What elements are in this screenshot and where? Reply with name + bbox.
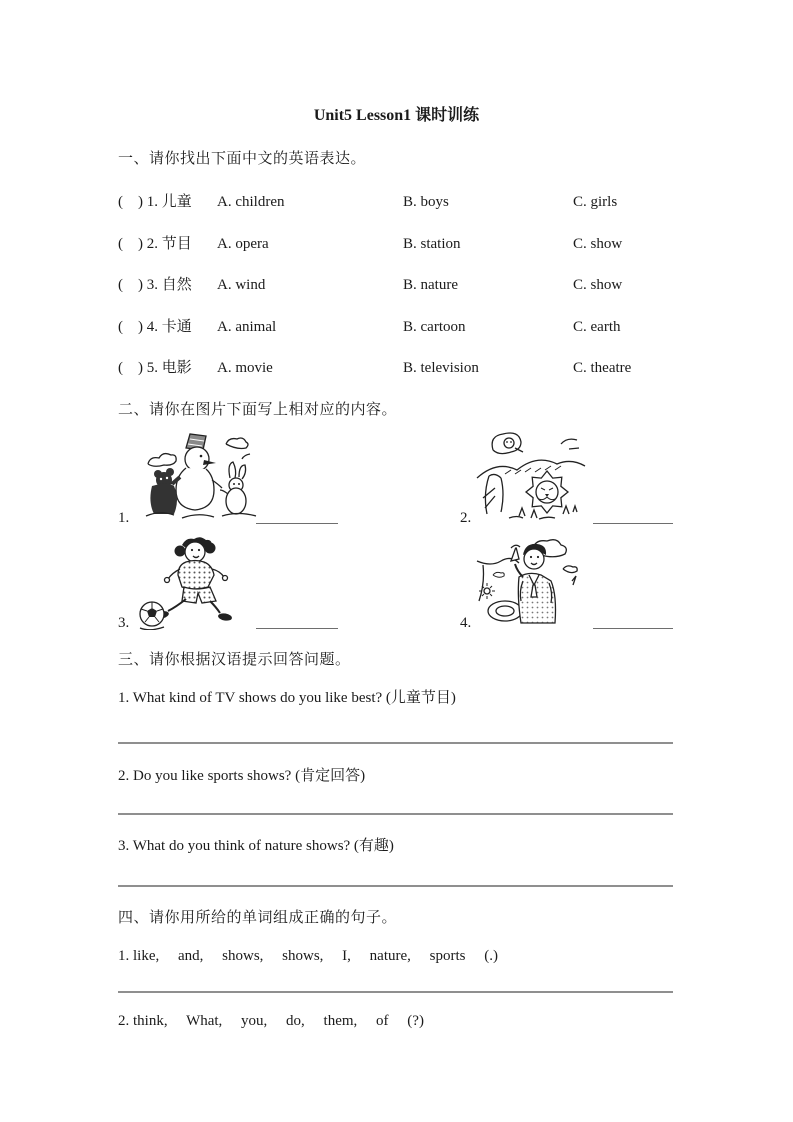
option-a: A. movie	[217, 360, 273, 376]
option-b: B. station	[403, 235, 461, 252]
picture-number: 4.	[460, 615, 472, 631]
option-a: A. opera	[217, 235, 269, 252]
page-title: Unit5 Lesson1 课时训练	[313, 107, 480, 124]
option-c: C. show	[573, 235, 623, 252]
option-a: A. animal	[217, 318, 277, 335]
section-1-rows	[118, 191, 675, 379]
question-3: 3. What do you think of nature shows? (有趣)	[118, 838, 394, 854]
section-1-heading: 一、请你找出下面中文的英语表达。	[118, 151, 367, 167]
section-2-heading: 二、请你在图片下面写上相对应的内容。	[118, 402, 398, 418]
option-c: C. earth	[573, 318, 621, 335]
lion-nature-illustration	[475, 428, 587, 520]
answer-line-1	[118, 742, 673, 744]
unscramble-item-1: 1. like, and, shows, shows, I, nature, sports (.)	[118, 948, 498, 964]
match-row-1	[118, 191, 675, 213]
option-a: A. children	[217, 194, 285, 210]
option-c: C. show	[573, 277, 623, 293]
picture-answer-blank	[256, 628, 338, 629]
question-1: 1. What kind of TV shows do you like best? (儿童节目)	[118, 690, 456, 706]
match-label: ( ) 5. 电影	[118, 360, 192, 376]
match-label: ( ) 2. 节目	[118, 235, 192, 252]
option-c: C. girls	[573, 194, 618, 210]
picture-item-2	[460, 427, 675, 527]
picture-answer-blank	[593, 523, 673, 524]
match-row-5	[118, 357, 675, 379]
question-2: 2. Do you like sports shows? (肯定回答)	[118, 768, 366, 784]
section-4-heading: 四、请你用所给的单词组成正确的句子。	[118, 910, 398, 926]
picture-answer-blank	[593, 628, 673, 629]
match-label: ( ) 3. 自然	[118, 277, 192, 293]
weather-reporter-illustration	[475, 535, 587, 630]
unscramble-item-2: 2. think, What, you, do, them, of (?)	[118, 1013, 424, 1029]
match-row-2	[118, 233, 675, 255]
option-b: B. television	[403, 360, 479, 376]
picture-number: 3.	[118, 615, 130, 631]
answer-line-2	[118, 813, 673, 815]
picture-item-3	[118, 531, 460, 632]
option-b: B. nature	[403, 277, 458, 293]
match-row-3	[118, 274, 675, 296]
section-2-picture-grid	[118, 427, 675, 632]
option-b: B. cartoon	[403, 318, 466, 335]
option-a: A. wind	[217, 277, 266, 293]
snowman-bear-rabbit-illustration	[138, 432, 270, 520]
option-c: C. theatre	[573, 360, 632, 376]
match-label: ( ) 1. 儿童	[118, 194, 192, 210]
picture-number: 2.	[460, 510, 472, 526]
match-row-4	[118, 316, 675, 338]
section-3-heading: 三、请你根据汉语提示回答问题。	[118, 652, 351, 668]
picture-answer-blank	[256, 523, 338, 524]
picture-item-4	[460, 531, 675, 632]
option-b: B. boys	[403, 194, 449, 210]
match-label: ( ) 4. 卡通	[118, 318, 192, 335]
answer-line-3	[118, 885, 673, 887]
picture-item-1	[118, 427, 460, 527]
answer-line-4	[118, 991, 673, 993]
girl-kicking-ball-illustration	[132, 535, 262, 630]
picture-number: 1.	[118, 510, 130, 526]
